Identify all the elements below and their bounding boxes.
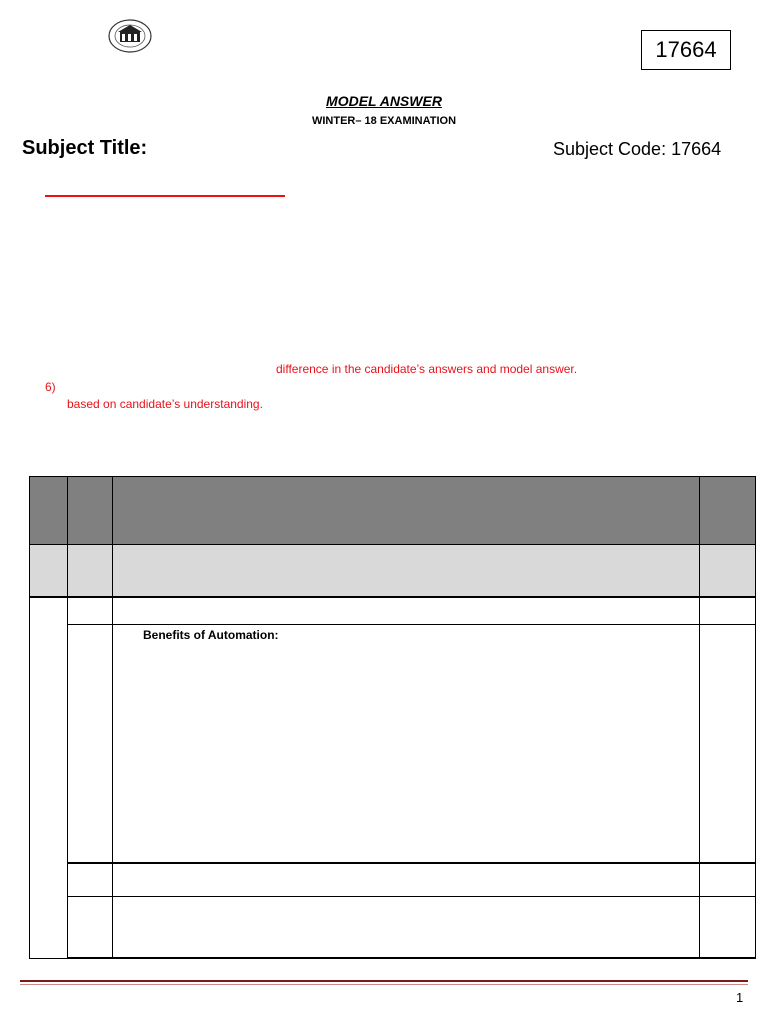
exam-session: WINTER– 18 EXAMINATION [311,115,457,127]
answer-table [29,476,756,959]
page-number: 1 [736,990,744,1005]
institution-seal-icon [107,18,153,54]
footer-rule-secondary [20,984,748,985]
table-header-row [29,476,756,544]
footer-rule [20,980,748,982]
instruction-number: 6) [45,380,56,394]
subject-code-box: 17664 [641,30,731,70]
subject-code-label: Subject Code: 17664 [553,139,722,159]
table-subheader-row [29,544,756,597]
instruction-text: based on candidate’s understanding. [67,397,263,411]
page-heading: MODEL ANSWER [326,93,442,109]
subject-title-label: Subject Title: [22,137,148,159]
benefits-heading: Benefits of Automation: [143,628,279,642]
instruction-text: difference in the candidate’s answers and model answer. [276,362,578,376]
subject-title-underline [45,195,285,197]
